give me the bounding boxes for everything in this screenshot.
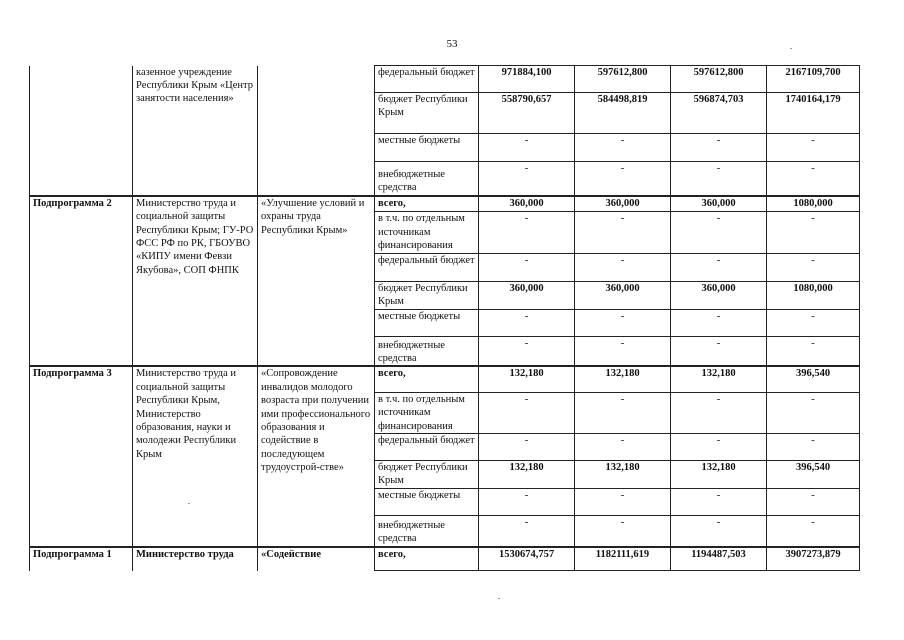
value-cell: - bbox=[671, 336, 767, 366]
executor-cell: Министерство труда и социальной защиты Республики Крым, Министерство образования, науки и молодежи Республики Крым bbox=[133, 366, 258, 546]
value-cell: - bbox=[479, 253, 575, 281]
total-cell: - bbox=[767, 488, 860, 515]
page-number: 53 bbox=[446, 38, 458, 50]
value-cell: - bbox=[479, 336, 575, 366]
executor-cell: Министерство труда bbox=[133, 547, 258, 571]
total-cell: - bbox=[767, 515, 860, 546]
total-cell: - bbox=[767, 253, 860, 281]
total-cell: - bbox=[767, 162, 860, 196]
source-cell: местные бюджеты bbox=[375, 134, 479, 162]
table-row bbox=[30, 366, 860, 392]
value-cell: 558790,657 bbox=[479, 93, 575, 134]
source-cell: федеральный бюджет bbox=[375, 253, 479, 281]
source-cell: бюджет Республики Крым bbox=[375, 461, 479, 489]
value-cell: - bbox=[479, 162, 575, 196]
value-cell: - bbox=[575, 309, 671, 336]
source-cell: бюджет Республики Крым bbox=[375, 93, 479, 134]
value-cell: - bbox=[671, 309, 767, 336]
value-cell: - bbox=[575, 162, 671, 196]
value-cell: - bbox=[575, 392, 671, 433]
source-cell: внебюджетные средства bbox=[375, 336, 479, 366]
source-cell: всего, bbox=[375, 547, 479, 571]
value-cell: 596874,703 bbox=[671, 93, 767, 134]
value-cell: 360,000 bbox=[479, 196, 575, 212]
value-cell: 360,000 bbox=[479, 281, 575, 309]
value-cell: - bbox=[671, 162, 767, 196]
value-cell: - bbox=[575, 515, 671, 546]
value-cell: - bbox=[575, 434, 671, 461]
total-cell: 1080,000 bbox=[767, 281, 860, 309]
source-cell: в т.ч. по отдельным источникам финансирования bbox=[375, 392, 479, 433]
value-cell: - bbox=[479, 488, 575, 515]
subprogram-cell bbox=[30, 66, 133, 196]
source-cell: всего, bbox=[375, 196, 479, 212]
goal-cell: «Содействие bbox=[258, 547, 375, 571]
goal-cell: «Сопровождение инвалидов молодого возраста при получении ими профессионального образования и содействие в последующем трудоустрой-стве» bbox=[258, 366, 375, 546]
total-cell: - bbox=[767, 212, 860, 253]
goal-cell bbox=[258, 66, 375, 196]
value-cell: 360,000 bbox=[575, 281, 671, 309]
subprogram-cell: Подпрограмма 3 bbox=[30, 366, 133, 546]
value-cell: 584498,819 bbox=[575, 93, 671, 134]
table-row bbox=[30, 547, 860, 571]
source-cell: внебюджетные средства bbox=[375, 515, 479, 546]
value-cell: - bbox=[575, 134, 671, 162]
total-cell: - bbox=[767, 434, 860, 461]
total-cell: 396,540 bbox=[767, 461, 860, 489]
value-cell: 597612,800 bbox=[671, 66, 767, 93]
value-cell: - bbox=[479, 134, 575, 162]
source-cell: бюджет Республики Крым bbox=[375, 281, 479, 309]
source-cell: в т.ч. по отдельным источникам финансирования bbox=[375, 212, 479, 253]
source-cell: федеральный бюджет bbox=[375, 66, 479, 93]
value-cell: - bbox=[479, 392, 575, 433]
scan-speck bbox=[790, 48, 792, 49]
executor-cell: казенное учреждение Республики Крым «Центр занятости населения» bbox=[133, 66, 258, 196]
total-cell: - bbox=[767, 309, 860, 336]
source-cell: федеральный бюджет bbox=[375, 434, 479, 461]
table-row bbox=[30, 66, 860, 93]
source-cell: всего, bbox=[375, 366, 479, 392]
value-cell: - bbox=[479, 212, 575, 253]
value-cell: - bbox=[671, 212, 767, 253]
value-cell: - bbox=[479, 434, 575, 461]
scan-speck bbox=[188, 503, 190, 504]
value-cell: 360,000 bbox=[671, 196, 767, 212]
source-cell: местные бюджеты bbox=[375, 309, 479, 336]
value-cell: - bbox=[575, 212, 671, 253]
source-cell: внебюджетные средства bbox=[375, 162, 479, 196]
value-cell: 132,180 bbox=[479, 461, 575, 489]
subprogram-cell: Подпрограмма 1 bbox=[30, 547, 133, 571]
value-cell: 360,000 bbox=[671, 281, 767, 309]
value-cell: - bbox=[671, 134, 767, 162]
total-cell: - bbox=[767, 336, 860, 366]
total-cell: 396,540 bbox=[767, 366, 860, 392]
value-cell: 971884,100 bbox=[479, 66, 575, 93]
funding-table bbox=[29, 65, 860, 571]
table-row bbox=[30, 196, 860, 212]
subprogram-cell: Подпрограмма 2 bbox=[30, 196, 133, 367]
value-cell: 132,180 bbox=[671, 461, 767, 489]
value-cell: - bbox=[479, 515, 575, 546]
value-cell: - bbox=[671, 253, 767, 281]
value-cell: 1182111,619 bbox=[575, 547, 671, 571]
value-cell: 132,180 bbox=[671, 366, 767, 392]
source-cell: местные бюджеты bbox=[375, 488, 479, 515]
total-cell: 1740164,179 bbox=[767, 93, 860, 134]
total-cell: - bbox=[767, 134, 860, 162]
value-cell: - bbox=[575, 253, 671, 281]
value-cell: - bbox=[671, 434, 767, 461]
executor-cell: Министерство труда и социальной защиты Республики Крым; ГУ-РО ФСС РФ по РК, ГБОУВО «КИПУ имени Февзи Якубова», СОП ФНПК bbox=[133, 196, 258, 367]
value-cell: 1194487,503 bbox=[671, 547, 767, 571]
value-cell: - bbox=[671, 392, 767, 433]
value-cell: - bbox=[479, 309, 575, 336]
total-cell: 2167109,700 bbox=[767, 66, 860, 93]
value-cell: - bbox=[575, 488, 671, 515]
scan-speck bbox=[498, 598, 500, 599]
total-cell: - bbox=[767, 392, 860, 433]
value-cell: 132,180 bbox=[479, 366, 575, 392]
value-cell: 132,180 bbox=[575, 366, 671, 392]
value-cell: 132,180 bbox=[575, 461, 671, 489]
total-cell: 3907273,879 bbox=[767, 547, 860, 571]
value-cell: - bbox=[575, 336, 671, 366]
value-cell: 360,000 bbox=[575, 196, 671, 212]
goal-cell: «Улучшение условий и охраны труда Республики Крым» bbox=[258, 196, 375, 367]
value-cell: 597612,800 bbox=[575, 66, 671, 93]
value-cell: 1530674,757 bbox=[479, 547, 575, 571]
value-cell: - bbox=[671, 515, 767, 546]
value-cell: - bbox=[671, 488, 767, 515]
total-cell: 1080,000 bbox=[767, 196, 860, 212]
